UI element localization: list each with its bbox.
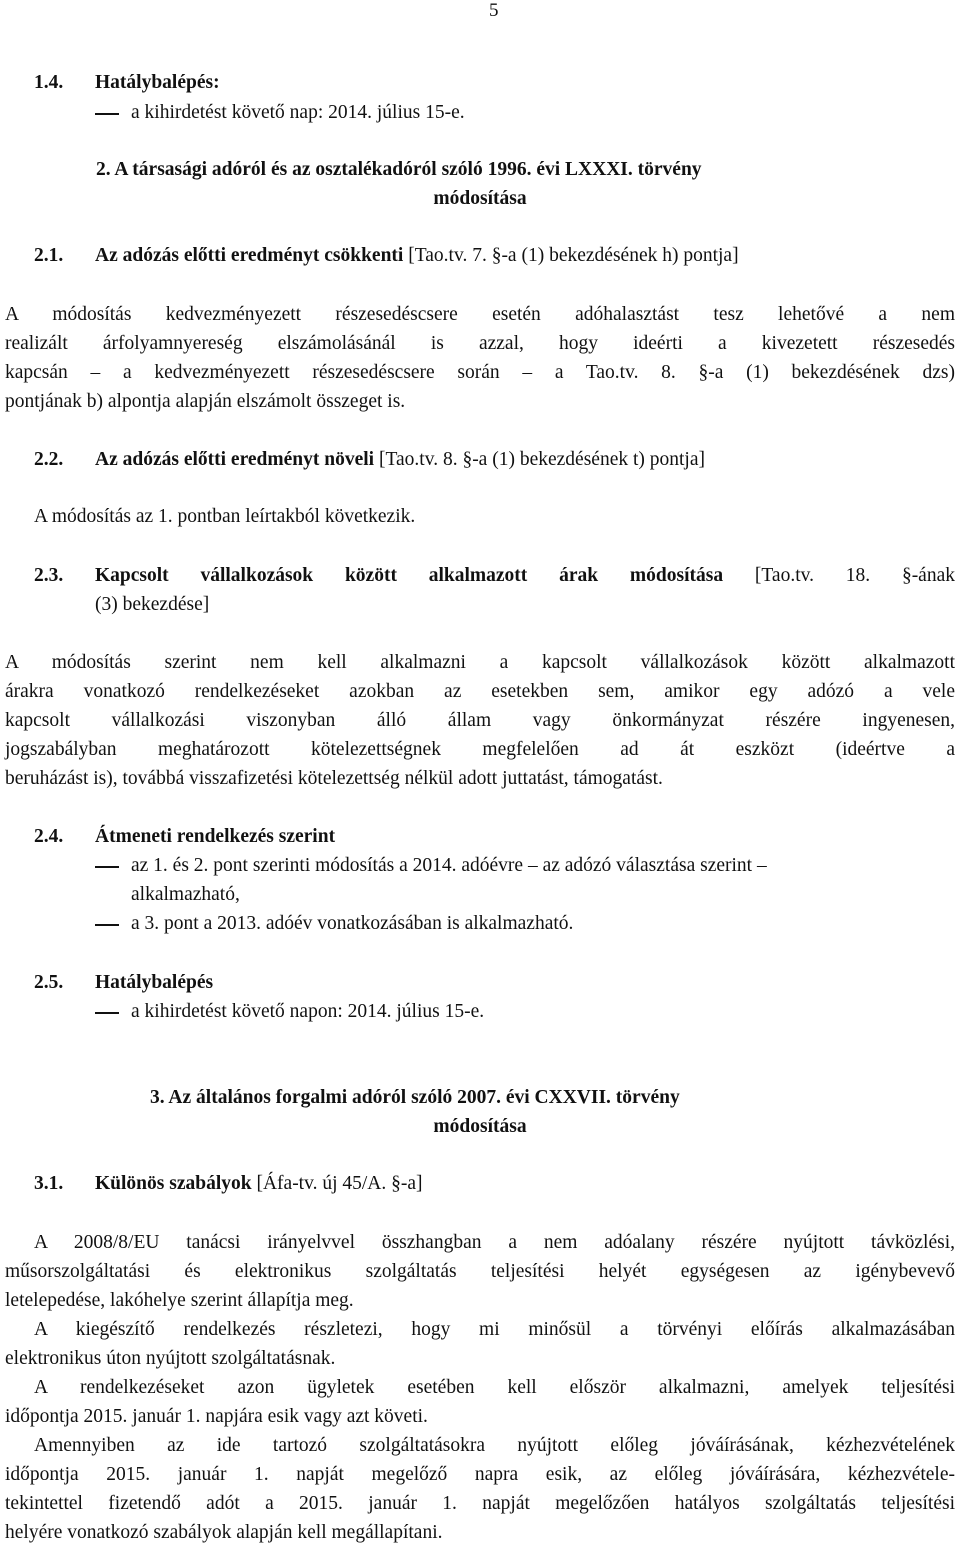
section-2-heading-line2: módosítása [433, 188, 527, 209]
section-2-heading-line1: 2. A társasági adóról és az osztalékadóról szóló 1996. évi LXXXI. törvény [96, 159, 702, 180]
section-3-1-p4-line-4: helyére vonatkozó szabályok alapján kell megállapítani. [5, 1522, 443, 1543]
page-number: 5 [489, 0, 499, 21]
section-2-4-title: Átmeneti rendelkezés szerint [95, 826, 336, 847]
section-2-2-text: A módosítás az 1. pontban leírtakból következik. [34, 506, 416, 527]
section-2-4-item1-line2: alkalmazható, [131, 884, 240, 905]
section-2-4-item2: a 3. pont a 2013. adóév vonatkozásában is alkalmazható. [131, 913, 574, 934]
section-2-3-heading [95, 561, 955, 590]
section-2-2-title: Az adózás előtti eredményt növeli [95, 449, 375, 470]
section-3-heading-line1: 3. Az általános forgalmi adóról szóló 2007. évi CXXVII. törvény [150, 1087, 680, 1108]
section-2-1-line-1: A módosítás kedvezményezett részesedéscsere esetén adóhalasztást tesz lehetővé a nem [5, 304, 955, 325]
section-2-1-number: 2.1. [34, 245, 64, 266]
section-2-4-number: 2.4. [34, 826, 64, 847]
dash-bullet-icon [95, 1012, 119, 1014]
dash-bullet-icon [95, 924, 119, 926]
section-2-1-ref: [Tao.tv. 7. §-a (1) bekezdésének h) pontja] [408, 245, 739, 266]
section-2-1-heading [95, 241, 739, 270]
section-1-4-item: a kihirdetést követő nap: 2014. július 15-e. [131, 102, 465, 123]
section-3-1-p1-line-2: műsorszolgáltatási és elektronikus szolgáltatás teljesítési helyét egységesen az igénybevevő [5, 1261, 955, 1282]
section-2-1-line-4: pontjának b) alpontja alapján elszámolt összeget is. [5, 391, 406, 412]
section-3-1-p4-line-2: időpontja 2015. január 1. napját megelőző napra esik, az előleg jóváírására, kézhezvétele- [5, 1464, 955, 1485]
section-3-1-p3-line-1: A rendelkezéseket azon ügyletek esetében kell először alkalmazni, amelyek teljesítési [34, 1377, 955, 1398]
section-2-2-heading [95, 445, 705, 474]
section-2-3-ref: [Tao.tv. 18. §-ának [754, 565, 955, 586]
section-3-1-p4-line-3: tekintettel fizetendő adót a 2015. január 1. napját megelőzően hatályos szolgáltatás teljesítési [5, 1493, 955, 1514]
section-2-3-line-3: kapcsolt vállalkozási viszonyban álló állam vagy önkormányzat részére ingyenesen, [5, 710, 955, 731]
section-2-3-line-4: jogszabályban meghatározott kötelezettségnek megfelelően ad át eszközt (ideértve a [5, 739, 955, 760]
section-2-1-line-3: kapcsán – a kedvezményezett részesedéscsere során – a Tao.tv. 8. §-a (1) bekezdésének dzs) [5, 362, 955, 383]
section-2-2-ref: [Tao.tv. 8. §-a (1) bekezdésének t) pontja] [378, 449, 705, 470]
section-1-4-title: Hatálybalépés: [95, 72, 220, 93]
section-3-1-p2-line-2: elektronikus úton nyújtott szolgáltatásnak. [5, 1348, 336, 1369]
section-3-1-number: 3.1. [34, 1173, 64, 1194]
section-3-1-p3-line-2: időpontja 2015. január 1. napjára esik vagy azt követi. [5, 1406, 428, 1427]
dash-bullet-icon [95, 866, 119, 868]
dash-bullet-icon [95, 113, 119, 115]
section-3-1-p1-line-3: letelepedése, lakóhelye szerint állapítja meg. [5, 1290, 354, 1311]
section-2-3-title: Kapcsolt vállalkozások között alkalmazott árak módosítása [95, 565, 724, 586]
section-2-3-line-5: beruházást is), továbbá visszafizetési kötelezettség nélkül adott juttatást, támogatást. [5, 768, 663, 789]
section-3-1-p1-line-1: A 2008/8/EU tanácsi irányelvvel összhangban a nem adóalany részére nyújtott távközlési, [34, 1232, 955, 1253]
section-3-1-p4-line-1: Amennyiben az ide tartozó szolgáltatásokra nyújtott előleg jóváírásának, kézhezvételének [34, 1435, 955, 1456]
section-2-5-number: 2.5. [34, 972, 64, 993]
section-2-1-line-2: realizált árfolyamnyereség elszámolásánál is azzal, hogy ideérti a kivezetett részesedés [5, 333, 955, 354]
section-3-1-heading [95, 1169, 423, 1198]
section-2-5-item: a kihirdetést követő napon: 2014. július 15-e. [131, 1001, 485, 1022]
section-2-3-number: 2.3. [34, 565, 64, 586]
section-2-3-line-1: A módosítás szerint nem kell alkalmazni a kapcsolt vállalkozások között alkalmazott [5, 652, 955, 673]
section-2-4-item1-line1: az 1. és 2. pont szerinti módosítás a 2014. adóévre – az adózó választása szerint – [131, 855, 767, 876]
section-2-3-ref-line2: (3) bekezdése] [95, 594, 210, 615]
section-3-1-title: Különös szabályok [95, 1173, 252, 1194]
section-3-1-p2-line-1: A kiegészítő rendelkezés részletezi, hogy mi minősül a törvényi előírás alkalmazásában [34, 1319, 955, 1340]
section-2-3-line-2: árakra vonatkozó rendelkezéseket azokban az esetekben sem, amikor egy adózó a vele [5, 681, 955, 702]
section-2-5-title: Hatálybalépés [95, 972, 214, 993]
section-1-4-number: 1.4. [34, 72, 64, 93]
section-3-heading-line2: módosítása [433, 1116, 527, 1137]
section-2-1-title: Az adózás előtti eredményt csökkenti [95, 245, 404, 266]
section-2-2-number: 2.2. [34, 449, 64, 470]
section-3-1-ref: [Áfa-tv. új 45/A. §-a] [256, 1173, 423, 1194]
